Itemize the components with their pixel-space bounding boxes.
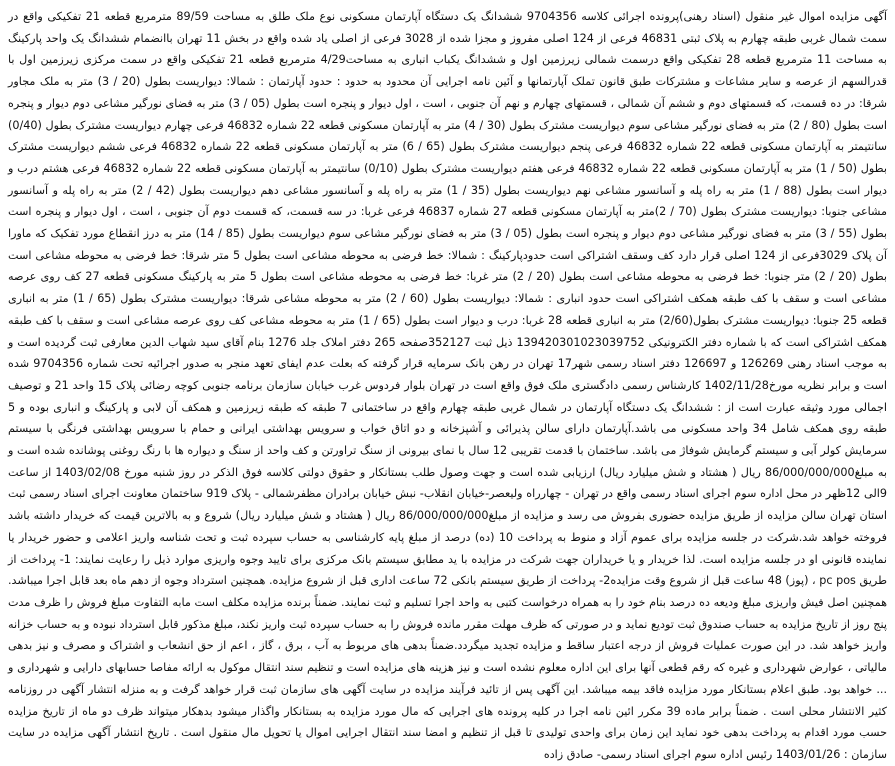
- notice-body-text: آگهی مزایده اموال غیر منقول (اسناد رهنی)پرونده اجرائی کلاسه 9704356 ششدانگ یک دستگاه آپارتمان مسکونی نوع ملک طلق به مساحت 89/59 مترمربع قطعه 21 تفکیکی واقع در سمت شمال غربی طبقه چهارم به پلاک ثبتی 46831 فرعی از 124 اصلی مفروز و مجزا شده از 3028 فرعی از اصلی یاد شده واقع در بخش 11 تهران باانضمام ششدانگ یک واحد پارکینگ به مساحت 11 مترمربع قطعه 28 تفکیکی واقع درسمت شمالی زیرزمین اول و ششدانگ یکباب انباری به مساحت4/29 مترمربع قطعه 21 تفکیکی واقع در سمت مرکزی زیرزمین اول با قدرالسهم از عرصه و سایر مشاعات و مشترکات طبق قانون تملک آپارتمانها و آئین نامه اجرایی آن محدود به حدود : حدود آپارتمان : شمالا: دیواریست بطول (20 / 3) متر به ملک مجاور شرقا: در ده قسمت، که قسمتهای دوم و ششم آن شمالی ، قسمتهای چهارم و نهم آن جنوبی ، است ، اول دیوار و پنجره است بطول (05 / 3) متر به فضای نورگیر مشاعی دوم دیوار و پنجره است بطول (80 / 2) متر به فضای نورگیر مشاعی سوم دیواریست مشترک بطول (30 / 4) متر به آپارتمان مسکونی قطعه 22 شماره 46832 فرعی چهارم دیواریست مشترک بطول (0/40) سانتیمتر به آپارتمان مسکونی قطعه 22 شماره 46832 فرعی پنجم دیواریست مشترک بطول (65 / 6) متر به آپارتمان مسکونی قطعه 22 شماره 46832 فرعی ششم دیواریست مشترک بطول (50 / 1) متر به آپارتمان مسکونی قطعه 22 شماره 46832 فرعی هفتم دیواریست مشترک بطول (0/10) سانتیمتر به آپارتمان مسکونی قطعه 22 شماره 46832 فرعی هشتم درب و دیوار است بطول (88 / 1) متر به راه پله و آسانسور مشاعی نهم دیواریست بطول (35 / 1) متر به راه پله و آسانسور مشاعی دهم دیواریست بطول (42 / 2) متر به راه پله و آسانسور مشاعی جنوبا: دیواریست مشترک بطول (70 / 2)متر به آپارتمان مسکونی قطعه 27 شماره 46837 فرعی غربا: در سه قسمت، که قسمت دوم آن جنوبی ، است ، اول دیوار و پنجره است بطول (55 / 3) متر به فضای نورگیر مشاعی دوم دیوار و پنجره است بطول (05 / 3) متر به فضای نورگیر مشاعی سوم دیواریست بطول (85 / 14) متر به درز انقطاع مورد تفکیک که ماورا آن پلاک 3029فرعی از 124 اصلی قرار دارد کف وسقف اشتراکی است حدودپارکینگ : شمالا: خط فرضی به محوطه مشاعی است بطول 5 متر شرقا: خط فرضی به محوطه مشاعی است بطول (20 / 2) متر جنوبا: خط فرضی به محوطه مشاعی است بطول (20 / 2) متر غربا: خط فرضی به محوطه مشاعی است بطول 5 متر به پارکینگ مسکونی قطعه 27 کف روی عرصه مشاعی است و سقف با کف طبقه همکف اشتراکی است حدود انباری : شمالا: دیواریست بطول (60 / 2) متر به محوطه مشاعی شرقا: دیواریست مشترک بطول (65 / 1) متر به انباری قطعه 25 جنوبا: دیواریست مشترک بطول(2/60) متر به انباری قطعه 28 غربا: درب و دیوار است بطول (65 / 1) متر به محوطه مشاعی کف روی عرصه مشاعی است و سقف با کف طبقه همکف اشتراکی است که با شماره دفتر الکترونیکی 139420301023039752 ذیل ثبت 352127صفحه 265 دفتر املاک جلد 1276 بنام آقای سید شهاب الدین معارفی ثبت گردیده است و به موجب اسناد رهنی 126269 و 126697 دفتر اسناد رسمی شهر17 تهران در رهن بانک سرمایه قرار گرفته که بعلت عدم ایفای تعهد منجر به صدور اجرائیه تحت شماره 9704356 شده است و برابر نظریه مورخ1402/11/28 کارشناس رسمی دادگستری ملک فوق واقع است در تهران بلوار فردوس غرب خیابان سازمان برنامه جنوبی کوچه رضائی پلاک 15 واحد 21 و توصیف اجمالی مورد وثیقه عبارت است از : ششدانگ یک دستگاه آپارتمان در شمال غربی طبقه چهارم واقع در ساختمانی 7 طبقه که طبقه زیرزمین و همکف آن لابی و پارکینگ و انباری بوده و 5 طبقه روی همکف شامل 34 واحد مسکونی می باشد.آپارتمان دارای سالن پذیرائی و آشپزخانه و دو اتاق خواب و سرویس بهداشتی ایرانی و حمام با سرویس بهداشتی فرنگی با سیستم سرمایش کولر آبی و سیستم گرمایش شوفاژ می باشد. ساختمان با قدمت تقریبی 12 سال با نمای بیرونی از سنگ تراورتن و کف واحد از سنگ و دیواره ها با رنگ روغنی پوشانده شده است و به مبلغ86/000/000/000 ریال ( هشتاد و شش میلیارد ریال) ارزیابی شده است و جهت وصول طلب بستانکار و حقوق دولتی کلاسه فوق الذکر در روز شنبه مورخ 1403/02/08 از ساعت 9الی 12ظهر در محل اداره سوم اجرای اسناد رسمی واقع در تهران - چهارراه ولیعصر-خیابان انقلاب- نبش خیابان برادران مظفرشمالی - پلاک 919 ساختمان معاونت اجرای اسناد رسمی ثبت استان تهران سالن مزایده از طریق مزایده حضوری بفروش می رسد و مزایده از مبلغ86/000/000/000 ریال ( هشتاد و شش میلیارد ریال) شروع و به بالاترین قیمت که خریدار داشته باشد فروخته خواهد شد.شرکت در جلسه مزایده برای عموم آزاد و منوط به پرداخت 10 (ده) درصد از مبلغ پایه کارشناسی به حساب سپرده ثبت و تحت شناسه واریز اعلامی و حضور خریدار یا نماینده قانونی او در جلسه مزایده است. لذا خریدار و یا خریداران جهت شرکت در مزایده با ید مطابق سیستم بانک مرکزی برای تایید وجوه واریزی موارد ذیل را رعایت نمایند: 1- پرداخت از طریق pc pos ، (پوز) 48 ساعت قبل از شروع وقت مزایده2- پرداخت از طریق سیستم بانکی 72 ساعت اداری قبل از شروع مزایده. همچنین استرداد وجوه از دهم ماه بعد قابل اجرا میباشد. همچنین اصل فیش واریزی مبلغ ودیعه ده درصد بنام خود را به همراه درخواست کتبی به واحد اجرا تسلیم و ثبت نمایند. ضمناً برنده مزایده مکلف است مابه التفاوت مبلغ فروش را ظرف مدت پنج روز از تاریخ مزایده به حساب صندوق ثبت تودیع نماید و در صورتی که ظرف مهلت مقرر مانده فروش را به حساب سپرده ثبت واریز نکند، مبلغ مذکور قابل استرداد نبوده و به حساب خزانه واریز خواهد شد. در این صورت عملیات فروش از درجه اعتبار ساقط و مزایده تجدید میگردد.ضمناً بدهی های مربوط به آب ، برق ، گاز ، اعم از حق انشعاب و اشتراک و مصرف و نیز بدهی مالیاتی ، عوارض شهرداری و غیره که رقم قطعی آنها برای این اداره معلوم نشده است و نیز هزینه های مزایده است و تنظیم سند انتقال موکول به ارائه مفاصا حسابهای دارایی و شهرداری و ... خواهد بود. طبق اعلام بستانکار مورد مزایده فاقد بیمه میباشد. این آگهی پس از تائید فرآیند مزایده در سایت آگهی های سازمان ثبت قرار خواهد گرفت و به منزله انتشار آگهی در روزنامه کثیر الانتشار محلی است . ضمناً برابر ماده 39 مکرر ائین نامه اجرا در کلیه پرونده های اجرایی که مال مورد مزایده به بستانکار واگذار میشود بدهکار میتواند ظرف دو ماه از تاریخ مزایده حسب مورد اقدام به پرداخت بدهی خود نماید این زمان برای واحدی تولیدی تا قبل از تنظیم و امضا سند انتقال اجرایی اموال یا تحویل مال منقول است . تاریخ انتشار آگهی مزایده در سایت سازمان : 1403/01/26 رئیس اداره سوم اجرای اسناد رسمی- صادق زاده: [8, 10, 888, 761]
